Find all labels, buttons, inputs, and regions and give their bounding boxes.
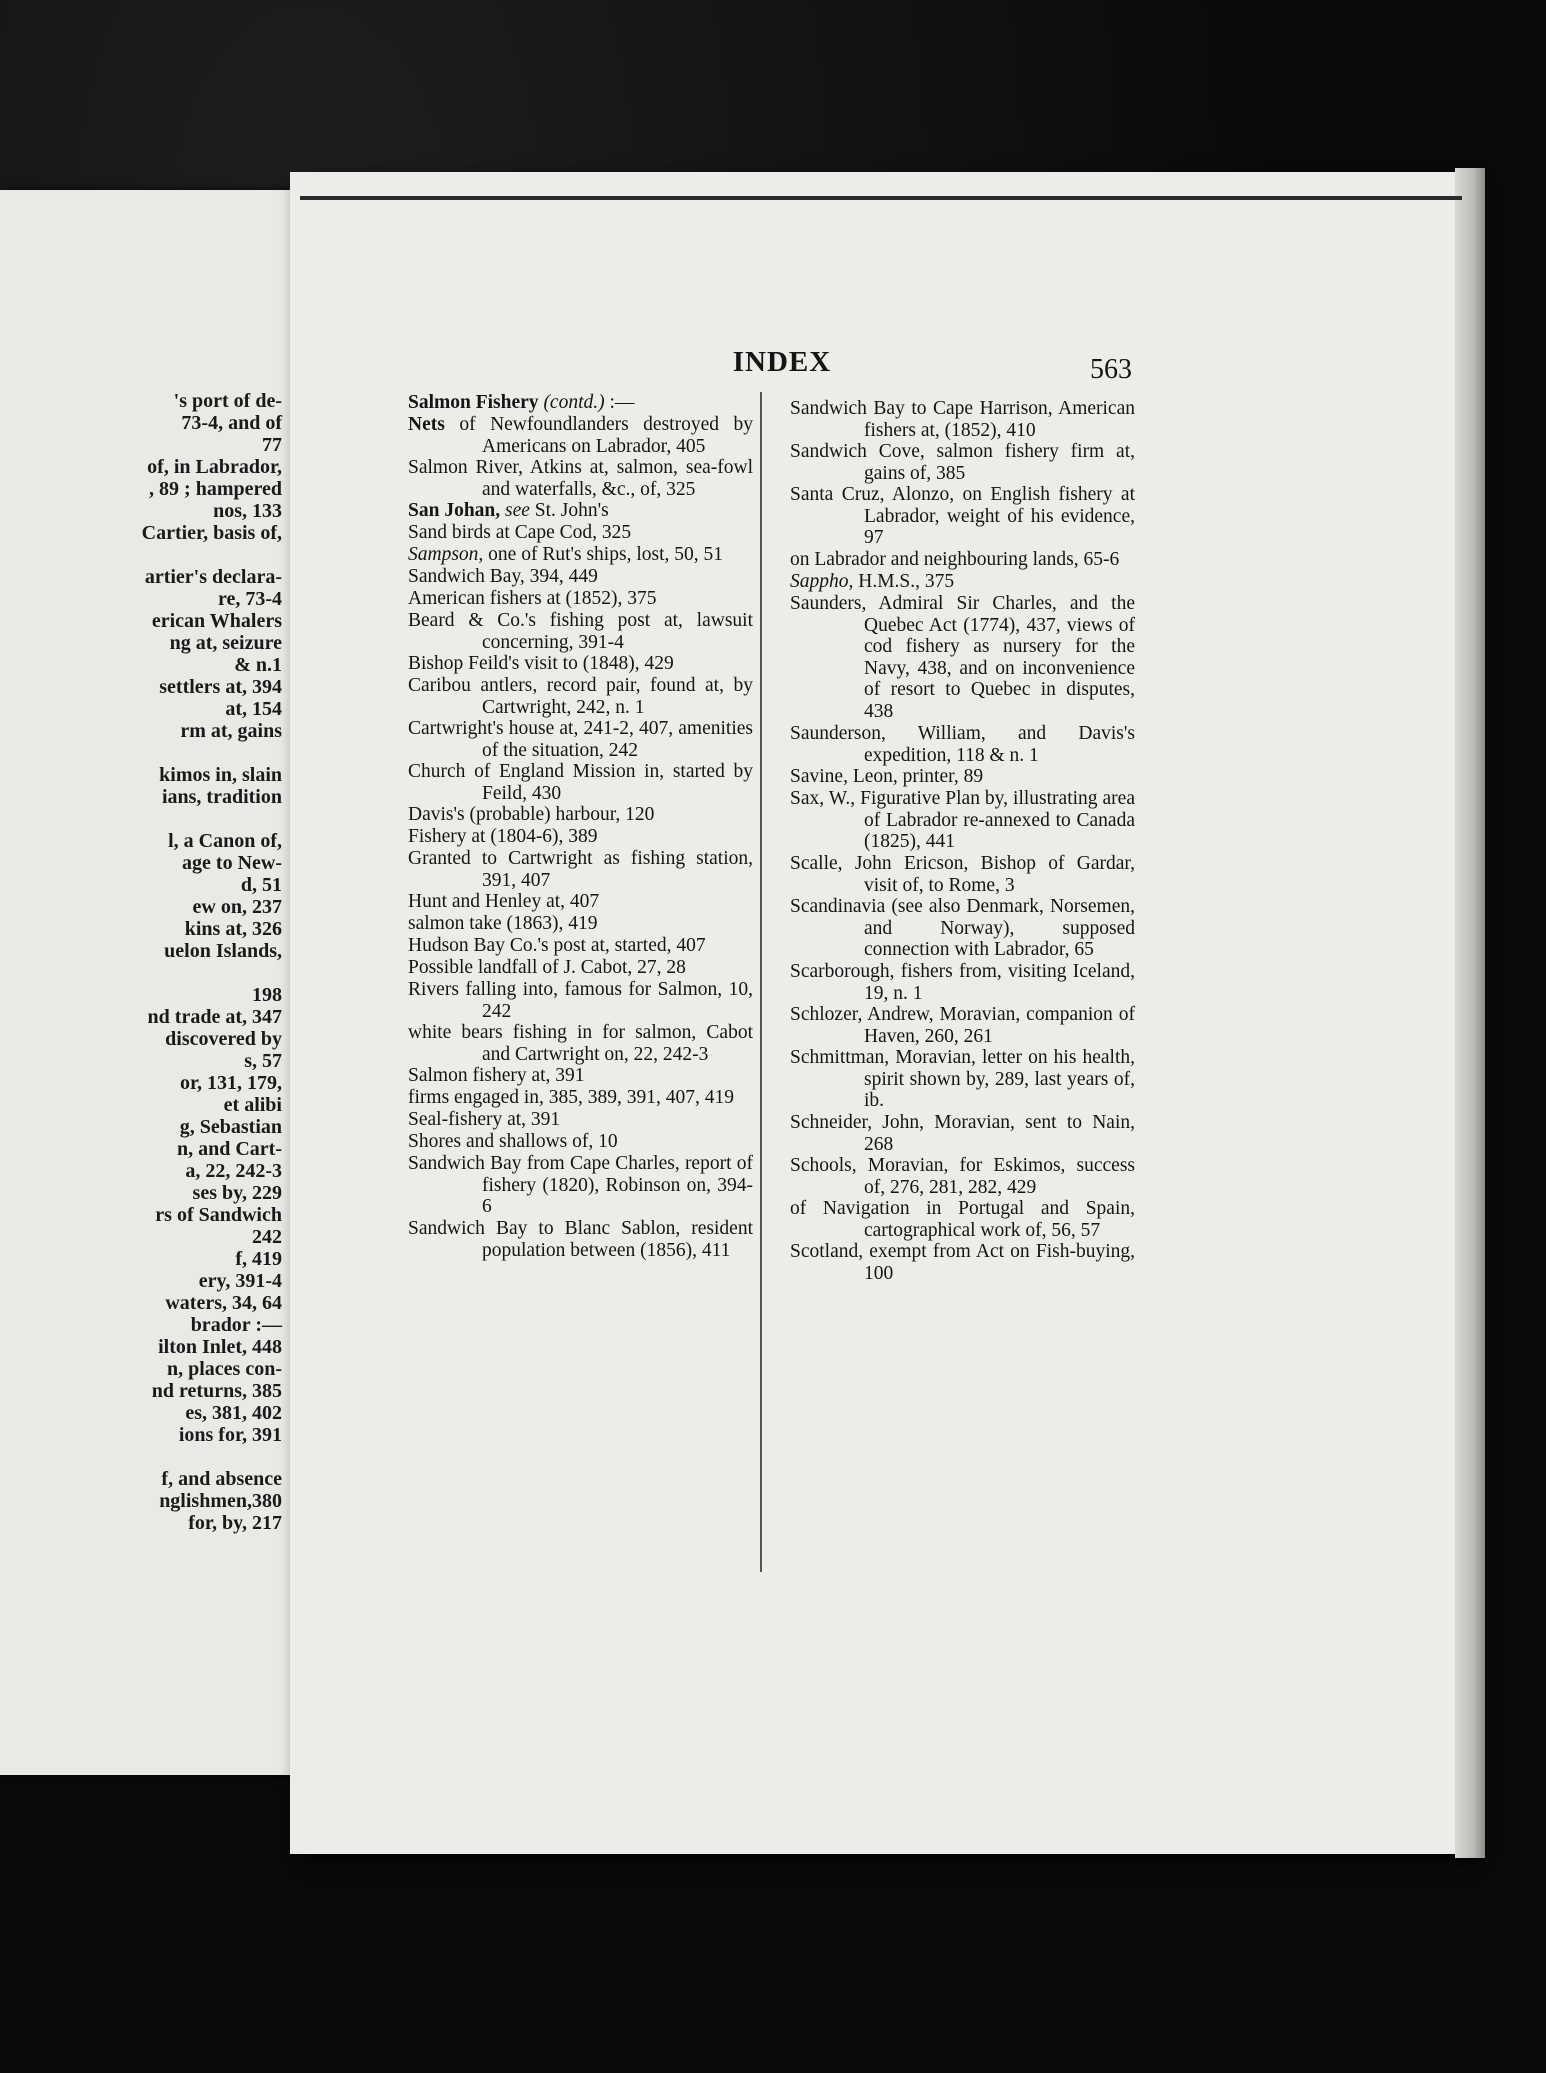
index-entry (790, 484, 1135, 549)
entry-heading: San Johan, (408, 500, 506, 521)
entry-text: Fishery at (1804-6), 389 (408, 826, 598, 847)
left-fragment-line: discovered by (165, 1028, 282, 1050)
left-fragment-line: rs of Sandwich (155, 1204, 282, 1226)
page-title: INDEX (732, 346, 832, 378)
entry-text: Sandwich Bay to Blanc Sablon, resident population between (1856), 411 (408, 1218, 753, 1261)
left-fragment-line: ilton Inlet, 448 (158, 1336, 282, 1358)
left-fragment-line: ians, tradition (161, 786, 282, 808)
index-entry (408, 588, 753, 610)
entry-text: Salmon River, Atkins at, salmon, sea-fowl and waterfalls, &c., of, 325 (408, 457, 753, 500)
entry-text: Possible landfall of J. Cabot, 27, 28 (408, 957, 686, 978)
left-fragment-line: es, 381, 402 (185, 1402, 282, 1424)
left-fragment-line: 73-4, and of (181, 412, 282, 434)
entry-text: salmon take (1863), 419 (408, 913, 598, 934)
index-entry (790, 723, 1135, 766)
entry-text: Saunderson, William, and Davis's expedition, 118 & n. 1 (790, 723, 1135, 766)
entry-text: Saunders, Admiral Sir Charles, and the Quebec Act (1774), 437, views of cod fishery as nursery for the Navy, 438, and on inconvenience of resort to Quebec in disputes, 438 (790, 593, 1135, 722)
entry-text: firms engaged in, 385, 389, 391, 407, 419 (408, 1087, 735, 1108)
entry-text: Church of England Mission in, started by Feild, 430 (408, 761, 753, 804)
entry-text: St. John's (534, 500, 609, 521)
index-entry (408, 913, 753, 935)
entry-text: Sandwich Cove, salmon fishery firm at, gains of, 385 (790, 441, 1135, 484)
index-entry (408, 653, 753, 675)
index-entry (408, 414, 753, 457)
entry-text: :— (609, 392, 635, 413)
index-entry (408, 935, 753, 957)
entry-text: Schlozer, Andrew, Moravian, companion of Haven, 260, 261 (790, 1004, 1135, 1047)
index-entry (408, 1131, 753, 1153)
left-fragment-line: l, a Canon of, (168, 830, 282, 852)
entry-text: Schools, Moravian, for Eskimos, success of, 276, 281, 282, 429 (790, 1155, 1135, 1198)
entry-text: Scandinavia (see also Denmark, Norsemen, and Norway), supposed connection with Labrador, 65 (790, 896, 1135, 961)
index-entry (790, 853, 1135, 896)
entry-text: of Newfoundlanders destroyed by Americans on Labrador, 405 (459, 414, 753, 457)
left-fragment-line: ery, 391-4 (198, 1270, 282, 1292)
index-entry (408, 1218, 753, 1261)
entry-text: Shores and shallows of, 10 (408, 1131, 618, 1152)
entry-text: Hudson Bay Co.'s post at, started, 407 (408, 935, 706, 956)
index-entry (408, 979, 753, 1022)
index-entry (408, 1022, 753, 1065)
left-fragment-line: erican Whalers (151, 610, 282, 632)
index-entry (790, 1198, 1135, 1241)
entry-text: Rivers falling into, famous for Salmon, 10, 242 (408, 979, 753, 1022)
left-fragment-line: at, 154 (225, 698, 282, 720)
entry-text: on Labrador and neighbouring lands, 65-6 (790, 549, 1120, 570)
left-fragment-line: nd returns, 385 (151, 1380, 282, 1402)
entry-text: Cartwright's house at, 241-2, 407, amenities of the situation, 242 (408, 718, 753, 761)
left-fragment-line: waters, 34, 64 (165, 1292, 282, 1314)
entry-italic: (contd.) (543, 392, 610, 413)
entry-text: Beard & Co.'s fishing post at, lawsuit concerning, 391-4 (408, 610, 753, 653)
left-fragment-line: ions for, 391 (178, 1424, 282, 1446)
left-fragment-line: g, Sebastian (179, 1116, 282, 1138)
left-fragment-line: 198 (252, 984, 282, 1006)
entry-text: Granted to Cartwright as fishing station, 391, 407 (408, 848, 753, 891)
index-entry (408, 457, 753, 500)
left-fragment-line: of, in Labrador, (147, 456, 282, 478)
left-fragment-line: brador :— (190, 1314, 282, 1336)
left-fragment-line: f, 419 (235, 1248, 282, 1270)
entry-heading: Salmon Fishery (408, 392, 544, 413)
left-fragment-line: kimos in, slain (159, 764, 282, 786)
index-entry (408, 392, 753, 414)
index-entry (790, 1112, 1135, 1155)
left-fragment-line: n, places con- (167, 1358, 282, 1380)
entry-heading: Nets (408, 414, 460, 435)
index-entry (790, 549, 1135, 571)
page-number: 563 (1090, 354, 1132, 385)
left-fragment-line: s, 57 (244, 1050, 282, 1072)
entry-text: Sandwich Bay from Cape Charles, report of fishery (1820), Robinson on, 394-6 (408, 1153, 753, 1218)
index-entry (408, 610, 753, 653)
index-entry (790, 1241, 1135, 1284)
entry-text: Scotland, exempt from Act on Fish-buying, 100 (790, 1241, 1135, 1284)
left-fragment-line: Cartier, basis of, (141, 522, 282, 544)
index-entry (408, 1087, 753, 1109)
left-fragment-line: 242 (252, 1226, 282, 1248)
index-entry (790, 961, 1135, 1004)
entry-text: Scarborough, fishers from, visiting Iceland, 19, n. 1 (790, 961, 1135, 1004)
index-entry (790, 1004, 1135, 1047)
top-rule (300, 196, 1462, 200)
entry-text: white bears fishing in for salmon, Cabot and Cartwright on, 22, 242-3 (408, 1022, 753, 1065)
entry-italic: Sampson, (408, 544, 489, 565)
index-entry (790, 571, 1135, 593)
entry-text: Salmon fishery at, 391 (408, 1065, 585, 1086)
index-entry (408, 826, 753, 848)
entry-text: Caribou antlers, record pair, found at, by Cartwright, 242, n. 1 (408, 675, 753, 718)
entry-italic: see (505, 500, 535, 521)
page-edge (1455, 168, 1485, 1858)
left-fragment-line: kins at, 326 (184, 918, 282, 940)
index-entry (408, 718, 753, 761)
left-fragment-line: ng at, seizure (169, 632, 282, 654)
left-fragment-line: for, by, 217 (188, 1512, 282, 1534)
entry-text: Savine, Leon, printer, 89 (790, 766, 984, 787)
index-entry (408, 544, 753, 566)
index-entry (408, 566, 753, 588)
index-entry (408, 522, 753, 544)
index-entry (790, 593, 1135, 723)
entry-text: Bishop Feild's visit to (1848), 429 (408, 653, 674, 674)
entry-text: Sax, W., Figurative Plan by, illustrating area of Labrador re-annexed to Canada (1825), 441 (790, 788, 1135, 853)
left-page-fragment (0, 190, 295, 1775)
index-entry (790, 441, 1135, 484)
index-entry (408, 1153, 753, 1218)
index-entry (408, 1065, 753, 1087)
left-fragment-line: rm at, gains (180, 720, 282, 742)
entry-text: of Navigation in Portugal and Spain, cartographical work of, 56, 57 (790, 1198, 1135, 1241)
index-entry (790, 1047, 1135, 1112)
left-fragment-line: & n.1 (234, 654, 282, 676)
left-fragment-line: re, 73-4 (217, 588, 282, 610)
entry-text: H.M.S., 375 (858, 571, 955, 592)
left-fragment-line: 77 (262, 434, 282, 456)
index-entry (790, 896, 1135, 961)
left-fragment-line: nglishmen,380 (159, 1490, 282, 1512)
index-entry (790, 788, 1135, 853)
index-entry (408, 500, 753, 522)
entry-text: one of Rut's ships, lost, 50, 51 (488, 544, 723, 565)
entry-text: Sand birds at Cape Cod, 325 (408, 522, 632, 543)
index-entry (408, 848, 753, 891)
entry-text: Hunt and Henley at, 407 (408, 891, 600, 912)
entry-italic: Sappho, (790, 571, 859, 592)
entry-text: Schmittman, Moravian, letter on his health, spirit shown by, 289, last years of, ib. (790, 1047, 1135, 1112)
left-fragment-line: artier's declara- (144, 566, 282, 588)
entry-text: Davis's (probable) harbour, 120 (408, 804, 655, 825)
left-fragment-line: age to New- (182, 852, 282, 874)
left-fragment-line: f, and absence (161, 1468, 282, 1490)
left-fragment-line: a, 22, 242-3 (185, 1160, 282, 1182)
left-fragment-line: nd trade at, 347 (147, 1006, 282, 1028)
entry-text: Seal-fishery at, 391 (408, 1109, 561, 1130)
left-fragment-line: ses by, 229 (192, 1182, 282, 1204)
left-fragment-line: et alibi (223, 1094, 282, 1116)
column-divider (760, 392, 762, 1572)
index-entry (408, 957, 753, 979)
entry-text: Scalle, John Ericson, Bishop of Gardar, visit of, to Rome, 3 (790, 853, 1135, 896)
entry-text: Sandwich Bay to Cape Harrison, American fishers at, (1852), 410 (790, 398, 1135, 441)
left-fragment-line: d, 51 (240, 874, 282, 896)
entry-text: Schneider, John, Moravian, sent to Nain, 268 (790, 1112, 1135, 1155)
index-entry (408, 761, 753, 804)
entry-text: American fishers at (1852), 375 (408, 588, 657, 609)
left-fragment-line: n, and Cart- (176, 1138, 282, 1160)
left-fragment-line: , 89 ; hampered (149, 478, 282, 500)
index-entry (408, 804, 753, 826)
index-entry (790, 398, 1135, 441)
entry-text: Sandwich Bay, 394, 449 (408, 566, 598, 587)
left-fragment-line: or, 131, 179, (179, 1072, 282, 1094)
index-entry (408, 675, 753, 718)
index-entry (408, 1109, 753, 1131)
left-fragment-line: ew on, 237 (192, 896, 282, 918)
index-entry (790, 1155, 1135, 1198)
index-entry (790, 766, 1135, 788)
index-entry (408, 891, 753, 913)
left-fragment-line: settlers at, 394 (159, 676, 282, 698)
left-fragment-line: 's port of de- (173, 390, 282, 412)
left-fragment-line: nos, 133 (213, 500, 282, 522)
entry-text: Santa Cruz, Alonzo, on English fishery at Labrador, weight of his evidence, 97 (790, 484, 1135, 549)
left-fragment-line: uelon Islands, (164, 940, 282, 962)
